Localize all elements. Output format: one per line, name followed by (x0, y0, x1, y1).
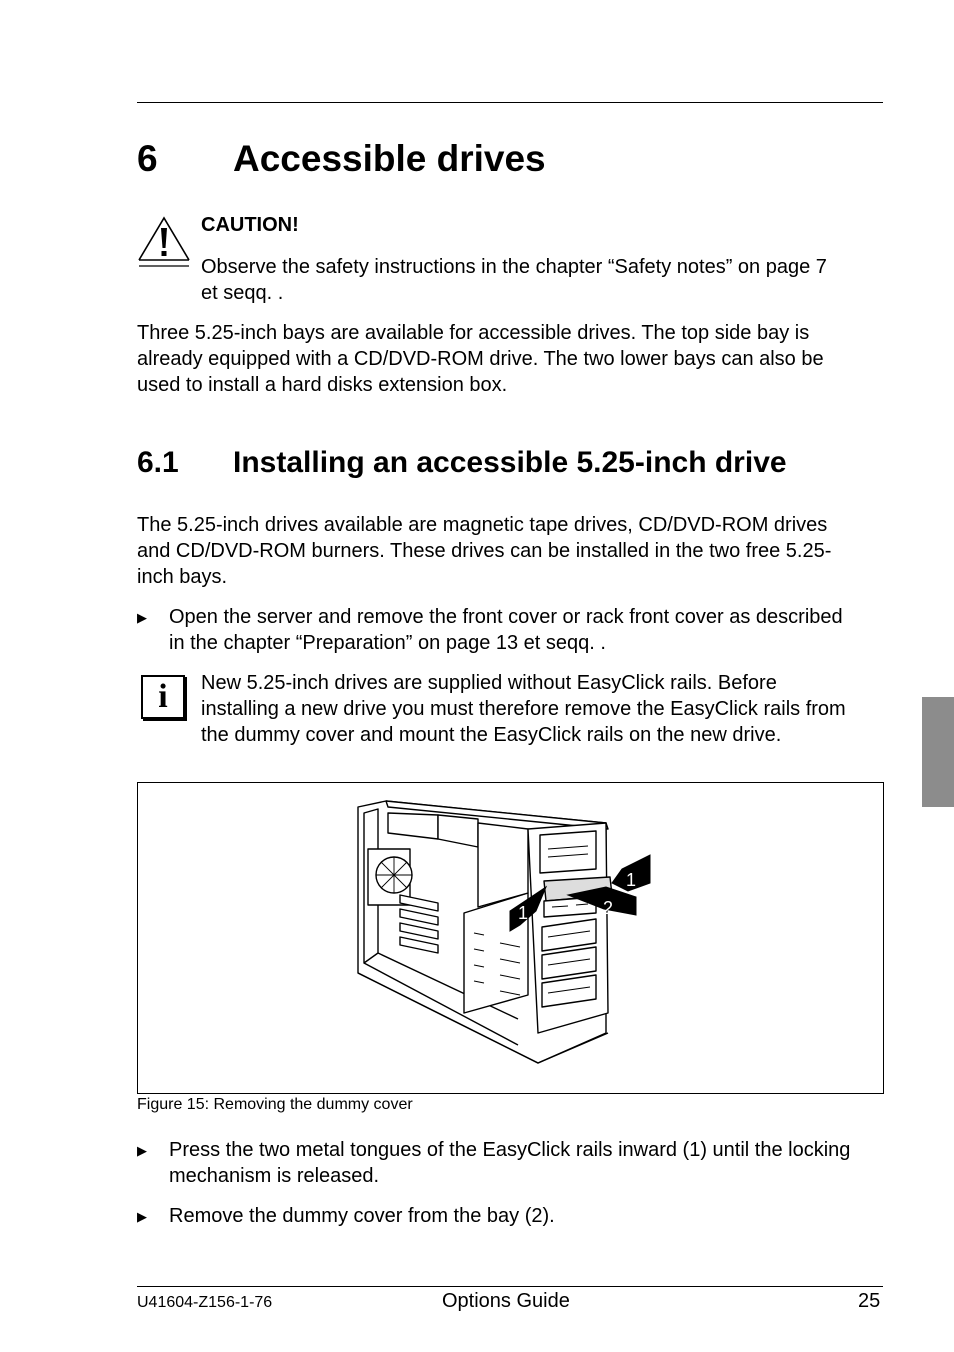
bullet-arrow-icon: ▶ (137, 1209, 147, 1224)
info-i-icon (141, 675, 185, 719)
intro-line-1: Three 5.25-inch bays are available for accessible drives. The top side bay is (137, 322, 810, 344)
step1-line-2: in the chapter “Preparation” on page 13 et seqq. . (169, 632, 606, 654)
header-rule (137, 102, 883, 103)
chapter-number: 6 (137, 138, 158, 179)
footer-rule (137, 1286, 883, 1287)
section-line-2: and CD/DVD-ROM burners. These drives can be installed in the two free 5.25- (137, 540, 832, 562)
step2-line-2: mechanism is released. (169, 1165, 380, 1187)
figure-frame (137, 782, 884, 1094)
figure-label-2: 2 (603, 898, 614, 918)
section-line-3: inch bays. (137, 566, 228, 588)
server-illustration (138, 783, 883, 1093)
figure-label-1-right: 1 (626, 870, 637, 890)
info-glyph: i (158, 678, 168, 715)
figure-label-1-left: 1 (518, 903, 529, 923)
footer-title: Options Guide (442, 1290, 570, 1312)
caution-text-line-2: et seqq. . (201, 282, 284, 304)
footer-page-number: 25 (858, 1290, 881, 1312)
intro-line-2: already equipped with a CD/DVD-ROM drive. The two lower bays can also be (137, 348, 824, 370)
intro-line-3: used to install a hard disks extension box. (137, 374, 508, 396)
step1-line-1: Open the server and remove the front cover or rack front cover as described (169, 606, 843, 628)
caution-text-line-1: Observe the safety instructions in the chapter “Safety notes” on page 7 (201, 256, 827, 278)
footer-doc-id: U41604-Z156-1-76 (137, 1294, 273, 1311)
step2-line-1: Press the two metal tongues of the EasyClick rails inward (1) until the locking (169, 1139, 851, 1161)
caution-title: CAUTION! (201, 214, 299, 236)
step3-line-1: Remove the dummy cover from the bay (2). (169, 1205, 555, 1227)
bullet-arrow-icon: ▶ (137, 1143, 147, 1158)
info-line-3: the dummy cover and mount the EasyClick rails on the new drive. (201, 724, 782, 746)
chapter-title: Accessible drives (233, 138, 546, 179)
section-line-1: The 5.25-inch drives available are magnetic tape drives, CD/DVD-ROM drives (137, 514, 828, 536)
info-line-1: New 5.25-inch drives are supplied without EasyClick rails. Before (201, 672, 777, 694)
bullet-arrow-icon: ▶ (137, 610, 147, 625)
caution-triangle-icon (137, 216, 191, 268)
figure-caption: Figure 15: Removing the dummy cover (137, 1096, 413, 1113)
info-line-2: installing a new drive you must therefore remove the EasyClick rails from (201, 698, 846, 720)
section-title: Installing an accessible 5.25-inch drive (233, 446, 787, 479)
section-number: 6.1 (137, 446, 179, 479)
chapter-thumb-tab (922, 697, 954, 807)
